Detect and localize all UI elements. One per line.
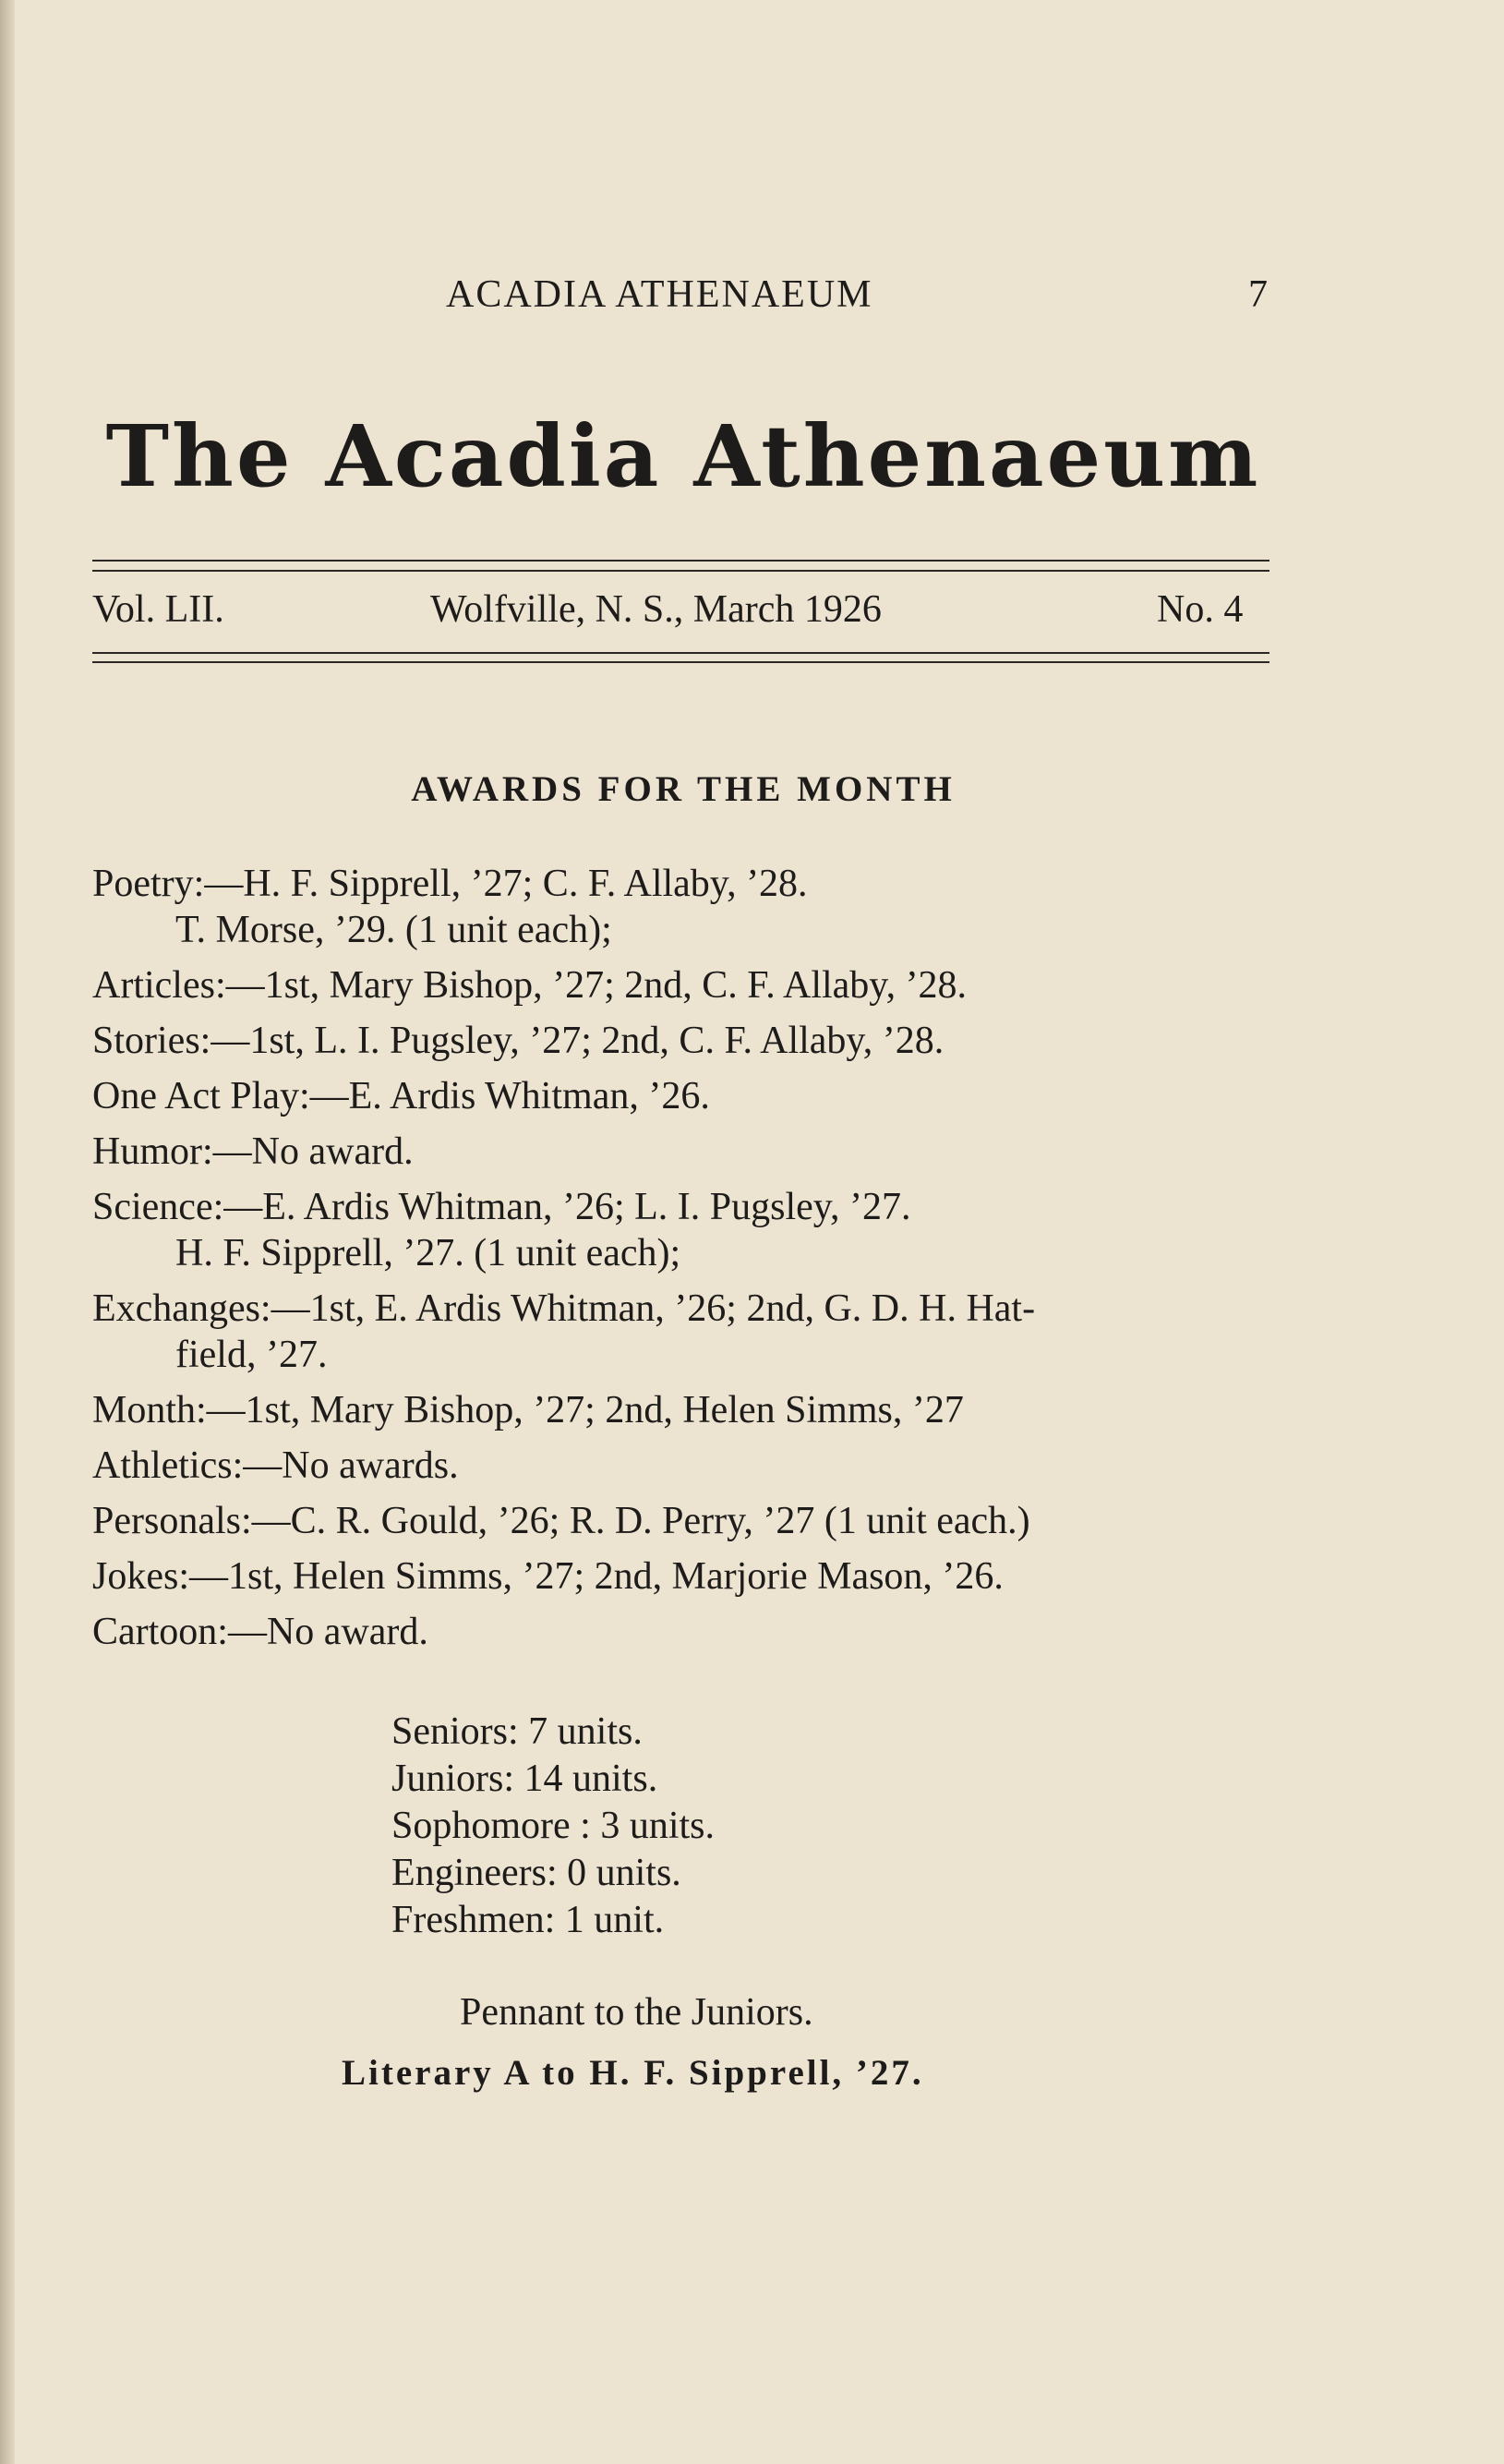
award-line: Month:—1st, Mary Bishop, ’27; 2nd, Helen Simms, ’27 bbox=[92, 1389, 964, 1431]
award-line: Articles:—1st, Mary Bishop, ’27; 2nd, C. F. Allaby, ’28. bbox=[92, 964, 968, 1007]
award-continuation: field, ’27. bbox=[175, 1334, 328, 1376]
award-personals bbox=[92, 1498, 1270, 1544]
place-date: Wolfville, N. S., March 1926 bbox=[430, 588, 882, 631]
running-head bbox=[0, 272, 1504, 328]
award-continuation: T. Morse, ’29. (1 unit each); bbox=[175, 909, 612, 951]
rule-top-2 bbox=[92, 570, 1269, 572]
award-line: One Act Play:—E. Ardis Whitman, ’26. bbox=[92, 1075, 710, 1117]
award-one-act-play bbox=[92, 1073, 1270, 1119]
award-continuation: H. F. Sipprell, ’27. (1 unit each); bbox=[175, 1232, 681, 1274]
award-stories bbox=[92, 1018, 1270, 1064]
award-line: Science:—E. Ardis Whitman, ’26; L. I. Pugsley, ’27. bbox=[92, 1186, 911, 1228]
running-head-title: ACADIA ATHENAEUM bbox=[446, 273, 873, 316]
award-poetry bbox=[92, 861, 1270, 953]
units-juniors: Juniors: 14 units. bbox=[391, 1757, 658, 1800]
units-seniors: Seniors: 7 units. bbox=[391, 1710, 643, 1753]
awards-list bbox=[92, 861, 1270, 1664]
rule-bottom-2 bbox=[92, 661, 1269, 663]
rule-top-1 bbox=[92, 560, 1269, 562]
pennant-note: Pennant to the Juniors. bbox=[460, 1991, 813, 2034]
award-articles bbox=[92, 962, 1270, 1009]
binding-edge bbox=[0, 0, 15, 2464]
award-line: Exchanges:—1st, E. Ardis Whitman, ’26; 2nd, G. D. H. Hat- bbox=[92, 1287, 1036, 1330]
award-line: Cartoon:—No award. bbox=[92, 1611, 428, 1653]
issue-line bbox=[0, 587, 1504, 639]
award-jokes bbox=[92, 1553, 1270, 1600]
masthead: The Acadia Athenaeum bbox=[105, 406, 1261, 506]
award-line: Jokes:—1st, Helen Simms, ’27; 2nd, Marjorie Mason, ’26. bbox=[92, 1555, 1004, 1598]
award-humor bbox=[92, 1129, 1270, 1175]
award-line: Poetry:—H. F. Sipprell, ’27; C. F. Allaby, ’28. bbox=[92, 863, 808, 905]
units-engineers: Engineers: 0 units. bbox=[391, 1852, 681, 1894]
issue-number: No. 4 bbox=[1157, 588, 1244, 631]
award-line: Stories:—1st, L. I. Pugsley, ’27; 2nd, C. F. Allaby, ’28. bbox=[92, 1020, 945, 1062]
class-units bbox=[391, 1709, 715, 1944]
units-sophomore: Sophomore : 3 units. bbox=[391, 1805, 716, 1847]
award-science bbox=[92, 1184, 1270, 1276]
units-freshmen: Freshmen: 1 unit. bbox=[391, 1899, 665, 1941]
rule-bottom-1 bbox=[92, 652, 1269, 654]
award-line: Humor:—No award. bbox=[92, 1130, 414, 1173]
page-number: 7 bbox=[1248, 273, 1269, 316]
award-cartoon bbox=[92, 1609, 1270, 1655]
award-month bbox=[92, 1387, 1270, 1433]
literary-award: Literary A to H. F. Sipprell, ’27. bbox=[342, 2053, 924, 2093]
section-heading: AWARDS FOR THE MONTH bbox=[411, 769, 956, 809]
award-exchanges bbox=[92, 1286, 1270, 1378]
award-line: Personals:—C. R. Gould, ’26; R. D. Perry, ’27 (1 unit each.) bbox=[92, 1500, 1030, 1542]
volume: Vol. LII. bbox=[92, 588, 224, 631]
award-line: Athletics:—No awards. bbox=[92, 1444, 459, 1487]
award-athletics bbox=[92, 1443, 1270, 1489]
